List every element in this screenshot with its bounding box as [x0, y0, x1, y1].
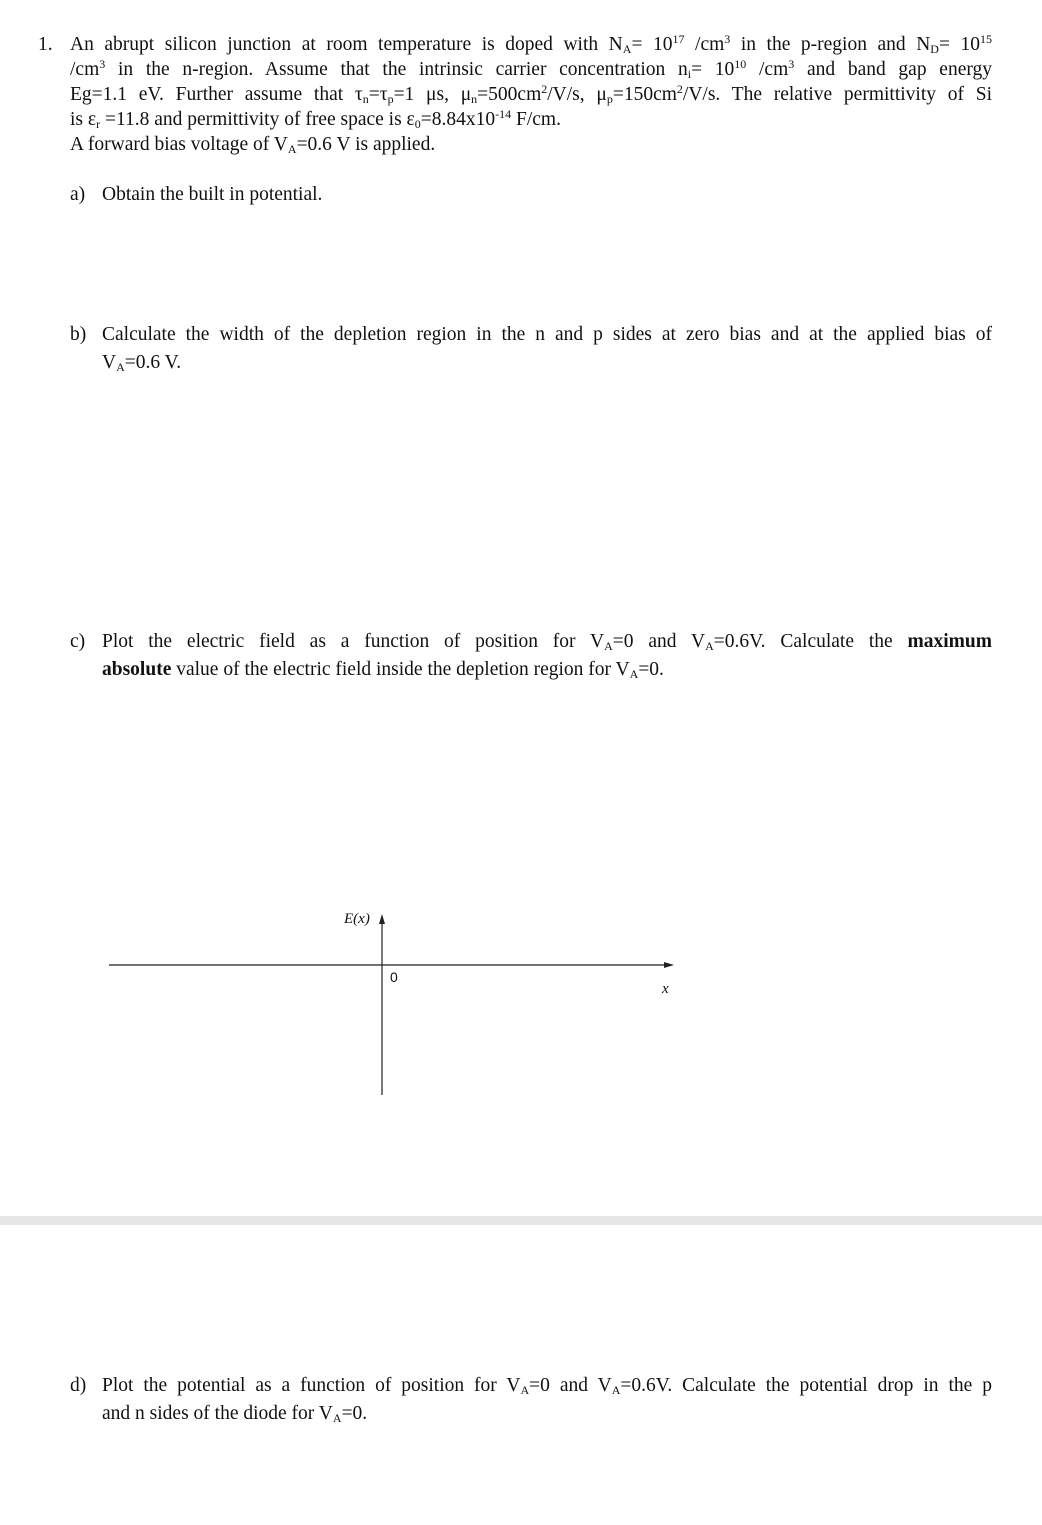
text-run: /cm: [684, 34, 725, 55]
origin-label: 0: [390, 969, 398, 985]
text-run: = 10: [938, 34, 981, 55]
subscript: A: [287, 142, 297, 156]
text-run: and n sides of the diode for V: [102, 1403, 333, 1424]
text-run: value of the electric field inside the depletion region for V: [171, 659, 630, 680]
text-run: = 10: [691, 59, 735, 80]
text-run: =0.: [341, 1403, 368, 1424]
bold-text: maximum: [907, 631, 992, 652]
subscript: A: [604, 639, 613, 653]
text-run: Plot the electric field as a function of position for V: [102, 631, 605, 652]
subscript: A: [116, 360, 125, 374]
page-divider: [0, 1216, 1042, 1225]
superscript: 15: [980, 32, 993, 46]
part-a-text: Obtain the built in potential.: [102, 184, 323, 205]
subscript: A: [622, 42, 632, 56]
text-run: and band gap energy: [794, 59, 993, 80]
text-run: =0.6 V is applied.: [296, 134, 436, 155]
y-axis-arrowhead: [379, 914, 385, 924]
bold-text: absolute: [102, 659, 172, 680]
subscript: A: [611, 1383, 621, 1397]
subscript: A: [705, 639, 714, 653]
part-b-line-1: Calculate the width of the depletion region in the n and p sides at zero bias and at the applied bias of: [102, 324, 992, 345]
text-run: =τ: [368, 84, 388, 105]
text-run: Eg=1.1 eV. Further assume that τ: [70, 84, 363, 105]
text-run: =0.6V. Calculate the: [713, 631, 908, 652]
superscript: 17: [672, 32, 685, 46]
text-run: A forward bias voltage of V: [70, 134, 288, 155]
subscript: 0: [414, 117, 421, 131]
text-run: F/cm.: [511, 109, 561, 130]
text-run: in the n-region. Assume that the intrinsic carrier concentration n: [105, 59, 688, 80]
subscript: A: [332, 1411, 342, 1425]
subscript: p: [387, 92, 394, 106]
subscript: n: [362, 92, 369, 106]
y-axis-label: E(x): [344, 911, 370, 927]
part-d-line-2: [102, 1403, 367, 1424]
superscript: 3: [99, 57, 106, 71]
text-run: /cm: [746, 59, 789, 80]
text-run: /V/s, μ: [547, 84, 607, 105]
subscript: r: [96, 117, 101, 131]
subscript: A: [520, 1383, 530, 1397]
text-run: Plot the potential as a function of position for V: [102, 1375, 521, 1396]
subscript: A: [629, 667, 639, 681]
superscript: -14: [495, 107, 512, 121]
text-run: =8.84x10: [420, 109, 496, 130]
text-run: =0.6 V.: [124, 352, 182, 373]
part-d-label: d): [70, 1375, 87, 1396]
part-a-label: a): [70, 184, 86, 205]
superscript: 3: [724, 32, 731, 46]
question-number: 1.: [38, 34, 53, 55]
superscript: 2: [541, 82, 548, 96]
text-run: =150cm: [612, 84, 677, 105]
superscript: 3: [788, 57, 795, 71]
text-run: V: [102, 352, 117, 373]
text-run: /V/s. The relative permittivity of Si: [682, 84, 992, 105]
part-b-label: b): [70, 324, 87, 345]
text-run: =1 μs, μ: [393, 84, 472, 105]
part-c-label: c): [70, 631, 86, 652]
text-run: =0.6V. Calculate the potential drop in the p: [620, 1375, 993, 1396]
subscript: n: [471, 92, 478, 106]
text-run: = 10: [631, 34, 673, 55]
subscript: p: [606, 92, 613, 106]
text-run: An abrupt silicon junction at room temperature is doped with N: [70, 34, 623, 55]
part-d-text: [102, 1372, 992, 1428]
text-run: is ε: [70, 109, 97, 130]
text-run: /cm: [70, 59, 100, 80]
text-run: =0 and V: [612, 631, 706, 652]
text-run: =500cm: [477, 84, 542, 105]
superscript: 10: [734, 57, 747, 71]
text-run: in the p-region and N: [730, 34, 931, 55]
subscript: i: [687, 67, 692, 81]
part-d-line-1: [102, 1372, 992, 1400]
text-run: =11.8 and permittivity of free space is ε: [100, 109, 415, 130]
subscript: D: [930, 42, 939, 56]
part-d: [70, 1372, 992, 1428]
superscript: 2: [676, 82, 683, 96]
x-axis-arrowhead: [664, 962, 674, 968]
text-run: =0 and V: [529, 1375, 612, 1396]
text-run: =0.: [638, 659, 664, 680]
x-axis-label: x: [662, 981, 669, 997]
